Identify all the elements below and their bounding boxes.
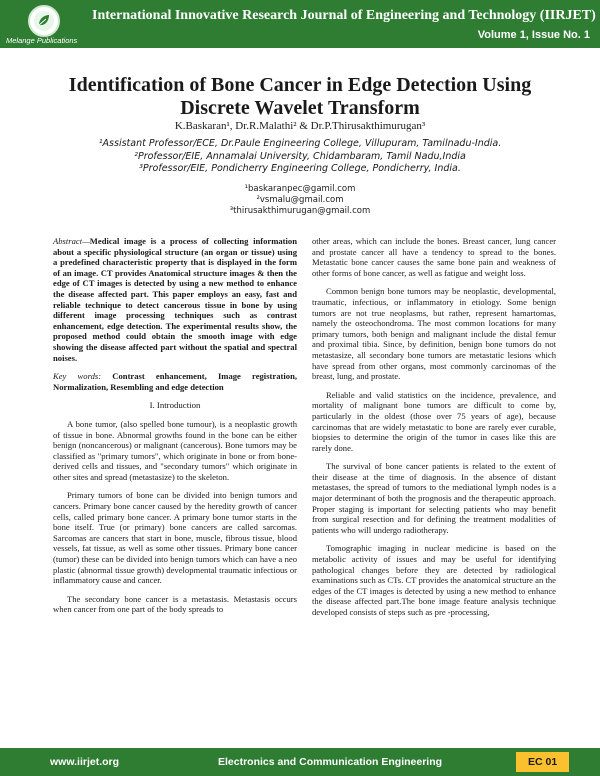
keywords [53,371,297,392]
intro-paragraph-3: The secondary bone cancer is a metastasis. Metastasis occurs when cancer from one part of the body spreads to [53,593,297,615]
abstract-label: Abstract— [53,236,90,246]
intro-paragraph-2: Primary tumors of bone can be divided into benign tumors and cancers. Primary bone cancer caused by the heredity growth of cancer cells, called primary bone cancer. A primary bone tumor starts in the bone itself. True (or primary) bone cancers are called sarcomas. Sarcomas are cancers that start in bone, muscle, fibrous tissue, blood vessels, fat tissue, as well as some other tissues. Primary bone cancer (tumor) these can be divided into benign tumors which can have a neo plastic (abnormal tissue growth) developmental traumatic infectious or inflammatory cause and cancer. [53,490,297,586]
volume-issue: Volume 1, Issue No. 1 [477,29,590,41]
footer-department: Electronics and Communication Engineering [218,756,443,768]
keywords-label: Key words: [53,371,102,382]
email-2: ²vsmalu@gmail.com [256,195,344,205]
left-column [53,236,297,623]
affiliations [40,138,560,176]
right-paragraph-5: Tomographic imaging in nuclear medicine is based on the metabolic activity of issues and may be useful for identifying pathological changes before they are detected by radiological examinations such as CTs. CT provides the anatomical structure an the edges of the CT images is detected by using a new method to enhance the disease affected part.The bone image feature analysis technique developed consists of steps such as pre -processing, [312,543,556,617]
paper-title [40,74,560,120]
footer-website[interactable]: www.iirjet.org [50,756,120,768]
email-1: ¹baskaranpec@gamil.com [244,184,356,194]
leaf-icon [33,10,55,32]
affiliation-3: ³Professor/EIE, Pondicherry Engineering College, Pondicherry, India. [139,163,461,174]
intro-paragraph-1: A bone tumor, (also spelled bone tumour), is a neoplastic growth of tissue in bone. Abnormal growths found in the bone can be either benign (noncancerous) or malignant (cancerous). Bone tumors may be classified as "primary tumors", which originate in bone or from bone-derived cells and tissues, and "secondary tumors" which originate in other sites and spread (metastasize) to the skeleton. [53,418,297,482]
keywords-text: Contrast enhancement, Image registration, Normalization, Resembling and edge detection [53,371,297,392]
paper-title-line-2: Discrete Wavelet Transform [180,97,420,119]
journal-header [0,0,600,48]
right-paragraph-3: Reliable and valid statistics on the incidence, prevalence, and mortality of malignant bone tumors are difficult to come by, particularly in the oldest (those over 75 years of age), because carcinomas that are widely metastatic to bone are rarely ever curable, biopsies to determine the origin of the tumor in cases like this are rarely done. [312,389,556,453]
section-heading-introduction: I. Introduction [149,400,201,411]
right-paragraph-4: The survival of bone cancer patients is related to the extent of their disease at the time of diagnosis. In the absence of distant metastases, the spread of tumors to the mediational lymph nodes is a major determinant of both the prognosis and the therapeutic approach. Proper staging is important for selecting patients who may benefit from surgical resection and for defining the treatment modalities of patients who will undergo radiotherapy. [312,461,556,535]
right-paragraph-2: Common benign bone tumors may be neoplastic, developmental, traumatic, infectious, or inflammatory in etiology. Some benign tumors are not true neoplasms, but rather, represent hamartomas, namely the osteochondroma. The most common locations for many primary tumors, both benign and malignant include the distal femur and proximal tibia. Since, by definition, benign bone tumors do not metastasize, all secondary bone tumors are metastatic lesions which have spread from other organs, most commonly carcinomas of the breast, lung, and prostate. [312,286,556,382]
right-column [312,236,556,626]
journal-title: International Innovative Research Journal of Engineering and Technology (IIRJET) [92,8,596,23]
paper-title-line-1: Identification of Bone Cancer in Edge Detection Using [68,74,532,96]
footer-paper-code: EC 01 [516,752,569,772]
affiliation-1: ¹Assistant Professor/ECE, Dr.Paule Engineering College, Villupuram, Tamilnadu-India. [98,138,502,149]
publisher-logo [28,5,60,37]
right-paragraph-1: other areas, which can include the bones. Breast cancer, lung cancer and prostate cancer all have a tendency to spread to the bones. Metastatic bone cancer causes the same bone pain and weakness of other forms of bone cancer, as well as fatigue and weight loss. [312,236,556,278]
affiliation-2: ²Professor/EIE, Annamalai University, Chidambaram, Tamil Nadu,India [134,150,466,162]
page-footer [0,748,600,776]
publisher-name: Melange Publications [6,36,78,45]
author-list: K.Baskaran¹, Dr.R.Malathi² & Dr.P.Thirusakthimurugan³ [174,120,426,132]
author-emails [40,184,560,217]
abstract-text: Medical image is a process of collecting information about a specific physiological structure (an organ or tissue) using a predefined characteristic property that is displayed in the form of an image. CT provides Anatomical structure images & then the edge of CT images is detected by using a new method to enhance the disease affected part. This paper employs an easy, fast and reliable technique to detect cancerous tissue in bone by using different image processing techniques such as contrast enhancement, edge detection. The experimental results show, the proposed method could obtain the smooth image with edge showing the disease affected part without the spatial and spectral noises. [53,236,297,363]
abstract [53,236,297,363]
email-3: ³thirusakthimurugan@gmail.com [229,206,371,216]
